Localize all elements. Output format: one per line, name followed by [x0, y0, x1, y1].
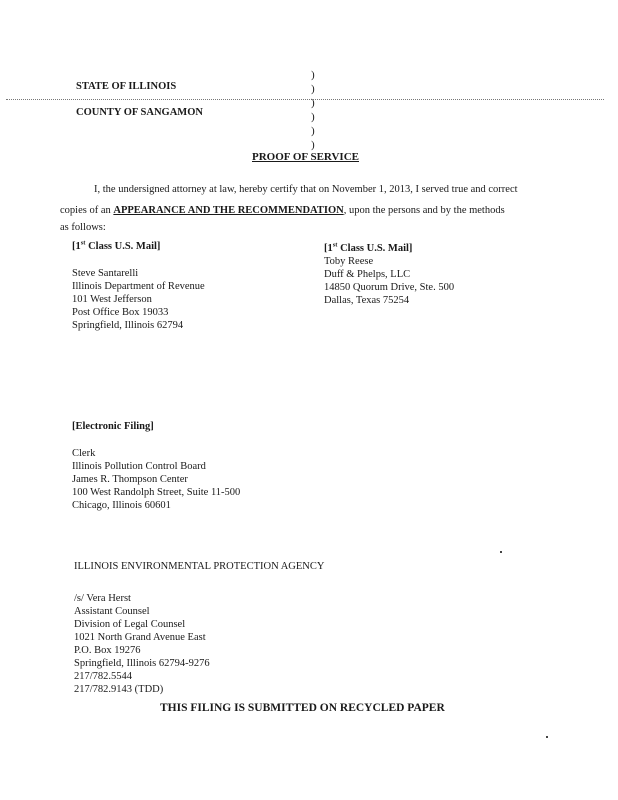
method-sup: st: [332, 241, 338, 249]
scan-speck: [546, 736, 548, 738]
body-line-1: I, the undersigned attorney at law, hereby certify that on November 1, 2013, I served true and correct: [94, 184, 518, 195]
signature-line: 1021 North Grand Avenue East: [74, 632, 206, 643]
document-title: APPEARANCE AND THE RECOMMENDATION: [113, 205, 344, 216]
address-line: Steve Santarelli: [72, 268, 139, 279]
body-line-2: [60, 204, 505, 217]
recycled-paper-footer: THIS FILING IS SUBMITTED ON RECYCLED PAPER: [160, 702, 445, 714]
method-suffix: Class U.S. Mail]: [85, 241, 161, 252]
service-block-right: [324, 242, 454, 307]
caption-paren: ): [311, 111, 315, 123]
caption-paren: ): [311, 83, 315, 95]
signature-line: 217/782.5544: [74, 671, 133, 682]
method-suffix: Class U.S. Mail]: [337, 243, 413, 254]
address-line: 101 West Jefferson: [72, 294, 152, 305]
address-line: Springfield, Illinois 62794: [72, 320, 184, 331]
caption-paren: ): [311, 69, 315, 81]
scan-speck: [500, 551, 502, 553]
signature-line: /s/ Vera Herst: [74, 593, 131, 604]
method-sup: st: [80, 239, 86, 247]
signature-line: Assistant Counsel: [74, 606, 150, 617]
address-line: Clerk: [72, 448, 96, 459]
address-line: Toby Reese: [324, 256, 374, 267]
signature-line: Springfield, Illinois 62794-9276: [74, 658, 210, 669]
signature-line: Division of Legal Counsel: [74, 619, 186, 630]
service-method-electronic: [Electronic Filing]: [72, 421, 154, 432]
body-line-3: as follows:: [60, 222, 106, 233]
signature-line: 217/782.9143 (TDD): [74, 684, 164, 695]
caption-paren-column: [311, 68, 315, 152]
agency-name: ILLINOIS ENVIRONMENTAL PROTECTION AGENCY: [74, 561, 325, 572]
service-method-right: [324, 242, 454, 255]
signature-block: [74, 592, 210, 696]
body-line-2-post: , upon the persons and by the methods: [343, 205, 505, 216]
address-line: Duff & Phelps, LLC: [324, 269, 411, 280]
method-prefix: [1: [72, 241, 81, 252]
caption-state: STATE OF ILLINOIS: [76, 81, 177, 92]
address-line: Post Office Box 19033: [72, 307, 169, 318]
signature-line: P.O. Box 19276: [74, 645, 141, 656]
address-line: Illinois Department of Revenue: [72, 281, 205, 292]
address-line: Dallas, Texas 75254: [324, 295, 410, 306]
method-prefix: [1: [324, 243, 333, 254]
address-line: 100 West Randolph Street, Suite 11-500: [72, 487, 241, 498]
caption-county: COUNTY OF SANGAMON: [76, 107, 203, 118]
caption-paren: ): [311, 125, 315, 137]
body-line-2-pre: copies of an: [60, 205, 114, 216]
page-title: PROOF OF SERVICE: [252, 151, 359, 163]
service-method-left: [72, 240, 205, 253]
scan-artifact-line: [6, 99, 604, 100]
service-block-electronic: [72, 420, 240, 512]
address-line: Chicago, Illinois 60601: [72, 500, 171, 511]
address-line: Illinois Pollution Control Board: [72, 461, 206, 472]
address-line: James R. Thompson Center: [72, 474, 188, 485]
service-block-left: [72, 240, 205, 332]
address-line: 14850 Quorum Drive, Ste. 500: [324, 282, 455, 293]
caption-paren: ): [311, 97, 315, 109]
caption-paren: ): [311, 139, 315, 151]
